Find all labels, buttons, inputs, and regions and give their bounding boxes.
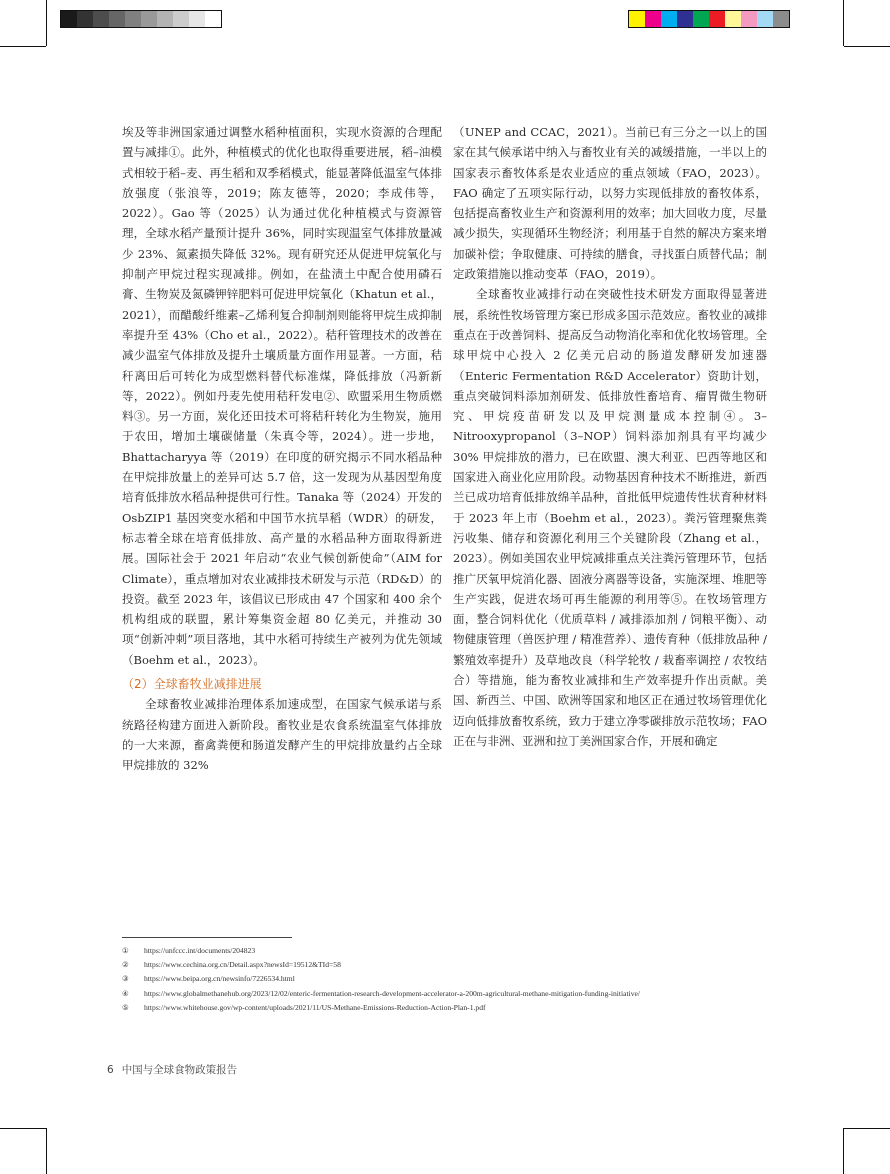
- color-swatch: [205, 11, 221, 27]
- crop-mark: [844, 46, 890, 47]
- footnote-item: ④ https://www.globalmethanehub.org/2023/12/02/enteric-fermentation-research-development-accelerator-a-200m-agricultural-methane-mitigation-funding-initiative/: [122, 987, 767, 1001]
- crop-mark: [843, 1128, 844, 1174]
- crop-mark: [0, 46, 46, 47]
- footnote-item: ⑤ https://www.whitehouse.gov/wp-content/uploads/2021/11/US-Methane-Emissions-Reduction-Action-Plan-1.pdf: [122, 1001, 767, 1015]
- color-swatch: [773, 11, 789, 27]
- color-swatch: [93, 11, 109, 27]
- page-footer: [107, 1062, 237, 1077]
- page-number: 6: [107, 1064, 114, 1076]
- color-swatch: [109, 11, 125, 27]
- color-swatch: [645, 11, 661, 27]
- footnote-link[interactable]: https://www.globalmethanehub.org/2023/12/02/enteric-fermentation-research-development-accelerator-a-200m-agricultural-methane-mitigation-funding-initiative/: [144, 988, 641, 998]
- crop-mark: [46, 1128, 47, 1174]
- color-swatch: [629, 11, 645, 27]
- footnote-divider: [122, 937, 292, 938]
- body-paragraph: 埃及等非洲国家通过调整水稻种植面积，实现水资源的合理配置与减排①。此外，种植模式的优化也取得重要进展，稻–油模式相较于稻–麦、再生稻和双季稻模式，能显著降低温室气体排放强度（张浪等，2019；陈友德等，2020；李成伟等，2022）。Gao 等（2025）认为通过优化种植模式与资源管理，全球水稻产量预计提升 36%，同时实现温室气体排放量减少 23%、氮素损失降低 32%。现有研究还从促进甲烷氧化与抑制产甲烷过程实现减排。例如，在盐渍土中配合使用磷石膏、生物炭及氮磷钾锌肥料可促进甲烷氧化（Khatun et al.，2021），而醋酸纤维素–乙烯利复合抑制剂则能将甲烷生成抑制率提升至 43%（Cho et al.，2022）。秸秆管理技术的改善在减少温室气体排放及提升土壤质量方面作用显著。一方面，秸秆离田后可转化为成型燃料替代标准煤，降低排放（冯新新等，2022）。例如丹麦先使用秸秆发电②、欧盟采用生物质燃料③。另一方面，炭化还田技术可将秸秆转化为生物炭，施用于农田，增加土壤碳储量（朱真令等，2024）。进一步地，Bhattacharyya 等（2019）在印度的研究揭示不同水稻品种在甲烷排放量上的差异可达 5.7 倍，这一发现为从基因型角度培育低排放水稻品种提供可行性。Tanaka 等（2024）开发的 OsbZIP1 基因突变水稻和中国节水抗旱稻（WDR）的研发，标志着全球在培育低排放、高产量的水稻品种方面取得新进展。国际社会于 2021 年启动“农业气候创新使命”（AIM for Climate），重点增加对农业减排技术研发与示范（RD&D）的投资。截至 2023 年，该倡议已形成由 47 个国家和 400 余个机构组成的联盟，累计筹集资金超 80 亿美元，并推动 30 项“创新冲刺”项目落地，其中水稻可持续生产被列为优先领域（Boehm et al.，2023）。: [122, 125, 442, 667]
- right-text-column: [453, 122, 767, 751]
- color-swatch: [77, 11, 93, 27]
- color-swatch: [157, 11, 173, 27]
- color-swatch: [693, 11, 709, 27]
- color-swatch: [61, 11, 77, 27]
- color-swatch: [141, 11, 157, 27]
- footnote-link[interactable]: https://www.cechina.org.cn/Detail.aspx?newsId=19512&TId=58: [144, 960, 341, 970]
- color-swatch: [173, 11, 189, 27]
- color-swatch: [709, 11, 725, 27]
- section-heading: （2）全球畜牧业减排进展: [122, 677, 262, 692]
- grayscale-registration-bar: [60, 10, 222, 28]
- footnote-item: ② https://www.cechina.org.cn/Detail.aspx?newsId=19512&TId=58: [122, 958, 767, 972]
- color-swatch: [661, 11, 677, 27]
- footnote-link[interactable]: https://www.whitehouse.gov/wp-content/uploads/2021/11/US-Methane-Emissions-Reduction-Action-Plan-1.pdf: [144, 1002, 486, 1012]
- footnotes: [122, 944, 767, 1015]
- crop-mark: [46, 0, 47, 46]
- color-swatch: [125, 11, 141, 27]
- footnote-item: ① https://unfccc.int/documents/204823: [122, 944, 767, 958]
- body-paragraph: （UNEP and CCAC，2021）。当前已有三分之一以上的国家在其气候承诺中纳入与畜牧业有关的减缓措施，一半以上的国家表示畜牧体系是农业适应的重点领域（FAO，2023）。FAO 确定了五项实际行动，以努力实现低排放的畜牧体系，包括提高畜牧业生产和资源利用的效率；加大回收力度，尽量减少损失，实现循环生物经济；利用基于自然的解决方案来增加碳补偿；争取健康、可持续的膳食，寻找蛋白质替代品；制定政策措施以推动变革（FAO，2019）。: [453, 125, 767, 282]
- footnote-link[interactable]: https://unfccc.int/documents/204823: [144, 946, 256, 955]
- body-paragraph: 全球畜牧业减排行动在突破性技术研发方面取得显著进展，系统性牧场管理方案已形成多国示范效应。畜牧业的减排重点在于改善饲料、提高反刍动物消化率和优化牧场管理。全球甲烷中心投入 2 亿美元启动的肠道发酵研发加速器（Enteric Fermentation R&D Accelerator）资助计划，重点突破饲料添加剂研发、低排放性畜培育、瘤胃微生物研究、甲烷疫苗研发以及甲烷测量成本控制④。3–Nitrooxypropanol（3–NOP）饲料添加剂具有平均减少 30% 甲烷排放的潜力，已在欧盟、澳大利亚、巴西等地区和国家进入商业化应用阶段。动物基因育种技术不断推进，新西兰已成功培育低排放绵羊品种，首批低甲烷遗传性状育种材料于 2023 年上市（Boehm et al.，2023）。粪污管理聚焦粪污收集、储存和资源化利用三个关键阶段（Zhang et al.，2023）。例如美国农业甲烷减排重点关注粪污管理环节，包括推广厌氧甲烷消化器、固液分离器等设备，实施深埋、堆肥等生产实践，促进农场可再生能源的利用等⑤。在牧场管理方面，整合饲料优化（优质草料 / 减排添加剂 / 饲粮平衡）、动物健康管理（兽医护理 / 精准营养）、遗传育种（低排放品种 / 繁殖效率提升）及草地改良（科学轮牧 / 栽畜率调控 / 农牧结合）等措施，能为畜牧业减排和生产效率提升作出贡献。美国、新西兰、中国、欧洲等国家和地区正在通过牧场管理优化迈向低排放畜牧系统，致力于建立净零碳排放示范牧场；FAO 正在与非洲、亚洲和拉丁美洲国家合作，开展和确定: [453, 287, 767, 748]
- publication-title: 中国与全球食物政策报告: [121, 1064, 238, 1076]
- body-paragraph: 全球畜牧业减排治理体系加速成型，在国家气候承诺与系统路径构建方面进入新阶段。畜牧业是农食系统温室气体排放的一大来源，畜禽粪便和肠道发酵产生的甲烷排放量约占全球甲烷排放的 32%: [122, 697, 442, 773]
- footnote-item: ③ https://www.beipa.org.cn/newsinfo/7226534.html: [122, 972, 767, 986]
- left-text-column: [122, 122, 442, 776]
- footnote-link[interactable]: https://www.beipa.org.cn/newsinfo/7226534.html: [144, 974, 295, 984]
- color-swatch: [741, 11, 757, 27]
- color-swatch: [677, 11, 693, 27]
- crop-mark: [0, 1128, 46, 1129]
- color-swatch: [757, 11, 773, 27]
- crop-mark: [843, 0, 844, 46]
- color-registration-bar: [628, 10, 790, 28]
- crop-mark: [844, 1128, 890, 1129]
- color-swatch: [189, 11, 205, 27]
- color-swatch: [725, 11, 741, 27]
